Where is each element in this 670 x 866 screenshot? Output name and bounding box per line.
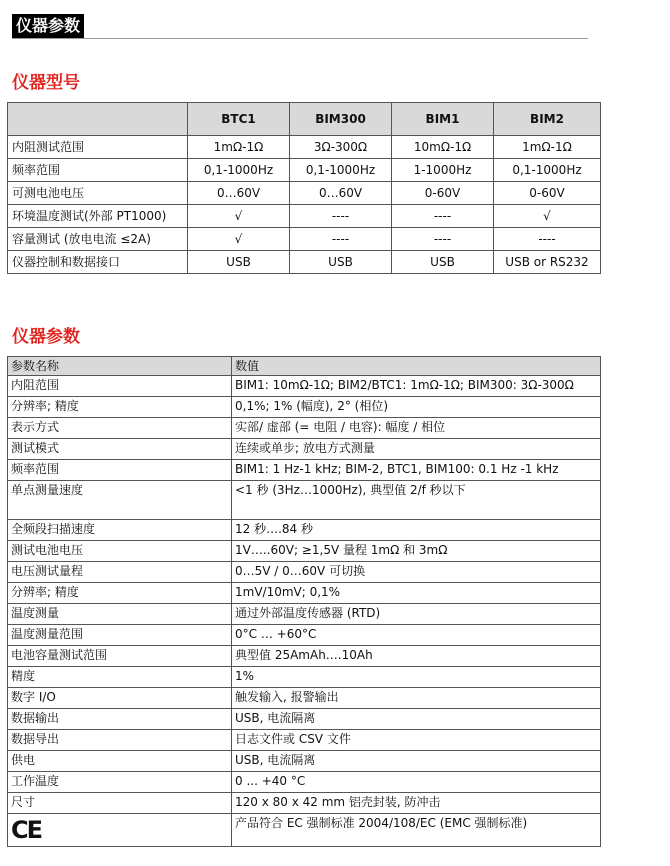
- model-cell: USB: [392, 251, 494, 274]
- model-header-bim2: BIM2: [494, 103, 601, 136]
- param-name: 分辨率; 精度: [8, 397, 232, 418]
- param-value: 12 秒….84 秒: [232, 520, 601, 541]
- ce-mark-cell: [8, 814, 232, 847]
- table-row: [8, 814, 601, 847]
- model-cell: USB: [188, 251, 290, 274]
- param-name: 全频段扫描速度: [8, 520, 232, 541]
- table-row: [8, 709, 601, 730]
- params-section-title: 仪器参数: [12, 327, 80, 347]
- model-cell: 0…60V: [290, 182, 392, 205]
- table-row: [8, 667, 601, 688]
- model-cell: 1-1000Hz: [392, 159, 494, 182]
- param-value: 120 x 80 x 42 mm 铝壳封装, 防冲击: [232, 793, 601, 814]
- table-row: [8, 793, 601, 814]
- table-row: [8, 520, 601, 541]
- table-row: [8, 376, 601, 397]
- models-header-row: [8, 103, 601, 136]
- table-row: [8, 205, 601, 228]
- ce-mark-icon: CE: [11, 816, 42, 844]
- model-cell: ----: [494, 228, 601, 251]
- param-name: 精度: [8, 667, 232, 688]
- params-table: [7, 356, 601, 847]
- model-row-label: 频率范围: [8, 159, 188, 182]
- models-section-title: 仪器型号: [12, 73, 80, 93]
- param-name: 数据导出: [8, 730, 232, 751]
- param-value: 1%: [232, 667, 601, 688]
- param-value: 典型值 25AmAh….10Ah: [232, 646, 601, 667]
- table-row: [8, 562, 601, 583]
- page-title: 仪器参数: [12, 14, 84, 39]
- param-value: BIM1: 1 Hz-1 kHz; BIM-2, BTC1, BIM100: 0.1 Hz -1 kHz: [232, 460, 601, 481]
- param-value: 0…5V / 0…60V 可切换: [232, 562, 601, 583]
- models-header-corner: [8, 103, 188, 136]
- param-value: 实部/ 虚部 (= 电阻 / 电容): 幅度 / 相位: [232, 418, 601, 439]
- models-table: [7, 102, 601, 274]
- table-row: [8, 136, 601, 159]
- model-cell: √: [188, 205, 290, 228]
- table-row: [8, 251, 601, 274]
- model-cell: 0,1-1000Hz: [494, 159, 601, 182]
- top-divider: [12, 38, 588, 39]
- model-cell: ----: [290, 228, 392, 251]
- param-value: BIM1: 10mΩ-1Ω; BIM2/BTC1: 1mΩ-1Ω; BIM300: 3Ω-300Ω: [232, 376, 601, 397]
- model-cell: √: [188, 228, 290, 251]
- table-row: [8, 159, 601, 182]
- param-value: 1mV/10mV; 0,1%: [232, 583, 601, 604]
- param-name: 内阻范围: [8, 376, 232, 397]
- param-name: 表示方式: [8, 418, 232, 439]
- param-name: 电池容量测试范围: [8, 646, 232, 667]
- params-header-value: 数值: [232, 357, 601, 376]
- model-cell: 0,1-1000Hz: [290, 159, 392, 182]
- param-name: 温度测量范围: [8, 625, 232, 646]
- param-value: 0°C … +60°C: [232, 625, 601, 646]
- table-row: [8, 541, 601, 562]
- model-cell: ----: [392, 228, 494, 251]
- model-cell: ----: [392, 205, 494, 228]
- table-row: [8, 772, 601, 793]
- model-row-label: 可测电池电压: [8, 182, 188, 205]
- model-cell: 3Ω-300Ω: [290, 136, 392, 159]
- param-value: 0,1%; 1% (幅度), 2° (相位): [232, 397, 601, 418]
- params-header-name: 参数名称: [8, 357, 232, 376]
- param-name: 频率范围: [8, 460, 232, 481]
- param-value: 通过外部温度传感器 (RTD): [232, 604, 601, 625]
- param-value: USB, 电流隔离: [232, 751, 601, 772]
- table-row: [8, 646, 601, 667]
- param-name: 单点测量速度: [8, 481, 232, 520]
- param-name: 数字 I/O: [8, 688, 232, 709]
- model-header-bim1: BIM1: [392, 103, 494, 136]
- param-value: 日志文件或 CSV 文件: [232, 730, 601, 751]
- table-row: [8, 460, 601, 481]
- param-name: 供电: [8, 751, 232, 772]
- param-value: USB, 电流隔离: [232, 709, 601, 730]
- param-value: <1 秒 (3Hz…1000Hz), 典型值 2/f 秒以下: [232, 481, 601, 520]
- param-name: 数据输出: [8, 709, 232, 730]
- model-header-bim300: BIM300: [290, 103, 392, 136]
- model-cell: USB or RS232: [494, 251, 601, 274]
- model-cell: 10mΩ-1Ω: [392, 136, 494, 159]
- table-row: [8, 583, 601, 604]
- param-value: 连续或单步; 放电方式测量: [232, 439, 601, 460]
- model-cell: 0,1-1000Hz: [188, 159, 290, 182]
- model-cell: 1mΩ-1Ω: [188, 136, 290, 159]
- table-row: [8, 397, 601, 418]
- table-row: [8, 730, 601, 751]
- table-row: [8, 481, 601, 520]
- param-name: 电压测试量程: [8, 562, 232, 583]
- model-row-label: 仪器控制和数据接口: [8, 251, 188, 274]
- table-row: [8, 688, 601, 709]
- param-name: 温度测量: [8, 604, 232, 625]
- table-row: [8, 182, 601, 205]
- table-row: [8, 604, 601, 625]
- table-row: [8, 439, 601, 460]
- model-cell: √: [494, 205, 601, 228]
- param-value: 0 ... +40 °C: [232, 772, 601, 793]
- param-value: 触发输入, 报警输出: [232, 688, 601, 709]
- table-row: [8, 418, 601, 439]
- params-header-row: [8, 357, 601, 376]
- model-cell: 1mΩ-1Ω: [494, 136, 601, 159]
- model-cell: ----: [290, 205, 392, 228]
- ce-compliance-text: 产品符合 EC 强制标准 2004/108/EC (EMC 强制标准): [232, 814, 601, 847]
- param-name: 尺寸: [8, 793, 232, 814]
- param-name: 分辨率; 精度: [8, 583, 232, 604]
- param-name: 测试模式: [8, 439, 232, 460]
- table-row: [8, 751, 601, 772]
- model-cell: USB: [290, 251, 392, 274]
- model-cell: 0…60V: [188, 182, 290, 205]
- model-header-btc1: BTC1: [188, 103, 290, 136]
- model-cell: 0-60V: [494, 182, 601, 205]
- table-row: [8, 625, 601, 646]
- model-row-label: 内阻测试范围: [8, 136, 188, 159]
- model-cell: 0-60V: [392, 182, 494, 205]
- model-row-label: 容量测试 (放电电流 ≤2A): [8, 228, 188, 251]
- param-value: 1V…..60V; ≥1,5V 量程 1mΩ 和 3mΩ: [232, 541, 601, 562]
- param-name: 工作温度: [8, 772, 232, 793]
- model-row-label: 环境温度测试(外部 PT1000): [8, 205, 188, 228]
- table-row: [8, 228, 601, 251]
- param-name: 测试电池电压: [8, 541, 232, 562]
